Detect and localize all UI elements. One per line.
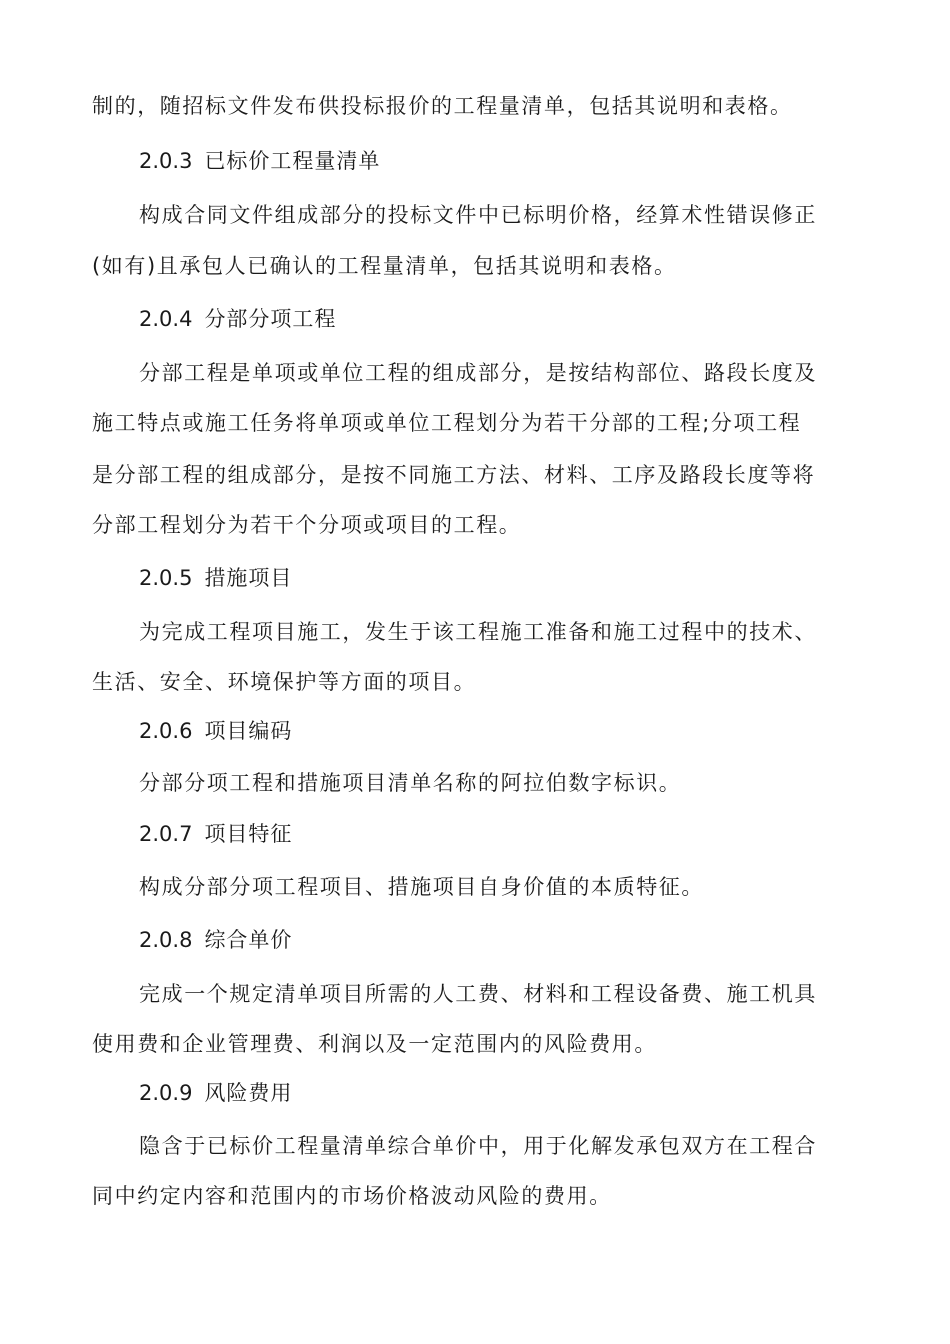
section-title: 分部分项工程 [204,307,337,331]
paragraph-line: 构成合同文件组成部分的投标文件中已标明价格，经算术性错误修正 [139,203,817,227]
section-heading-2-0-8 [139,925,872,955]
section-heading-2-0-9 [139,1078,872,1108]
section-number: 2.0.8 [139,928,193,952]
paragraph-line: 施工特点或施工任务将单项或单位工程划分为若干分部的工程;分项工程 [92,411,802,435]
section-heading-2-0-5 [139,563,872,593]
paragraph-line: 分部工程是单项或单位工程的组成部分，是按结构部位、路段长度及 [139,361,817,385]
paragraph-line: 生活、安全、环境保护等方面的项目。 [92,670,477,694]
section-number: 2.0.6 [139,719,193,743]
section-heading-2-0-4 [139,304,872,334]
section-number: 2.0.3 [139,149,193,173]
paragraph-line: 同中约定内容和范围内的市场价格波动风险的费用。 [92,1184,612,1208]
section-number: 2.0.7 [139,822,193,846]
paragraph-line: 使用费和企业管理费、利润以及一定范围内的风险费用。 [92,1032,657,1056]
section-heading-2-0-3 [139,146,872,176]
paragraph-line: 是分部工程的组成部分，是按不同施工方法、材料、工序及路段长度等将 [92,463,816,487]
paragraph-line: 分部分项工程和措施项目清单名称的阿拉伯数字标识。 [139,771,682,795]
paragraph-line: 隐含于已标价工程量清单综合单价中，用于化解发承包双方在工程合 [139,1134,817,1158]
section-number: 2.0.5 [139,566,193,590]
section-title: 风险费用 [204,1081,293,1105]
paragraph-line: 分部工程划分为若干个分项或项目的工程。 [92,513,522,537]
section-title: 综合单价 [204,928,293,952]
paragraph-line: 为完成工程项目施工，发生于该工程施工准备和施工过程中的技术、 [139,620,817,644]
section-title: 已标价工程量清单 [204,149,381,173]
section-title: 措施项目 [204,566,293,590]
section-heading-2-0-7 [139,819,872,849]
section-title: 项目特征 [204,822,293,846]
paragraph-line: 构成分部分项工程项目、措施项目自身价值的本质特征。 [139,875,704,899]
section-number: 2.0.9 [139,1081,193,1105]
paragraph-line: (如有)且承包人已确认的工程量清单，包括其说明和表格。 [92,254,677,278]
section-number: 2.0.4 [139,307,193,331]
paragraph-line: 完成一个规定清单项目所需的人工费、材料和工程设备费、施工机具 [139,982,817,1006]
section-title: 项目编码 [204,719,293,743]
paragraph-line: 制的，随招标文件发布供投标报价的工程量清单，包括其说明和表格。 [92,94,793,118]
section-heading-2-0-6 [139,716,872,746]
